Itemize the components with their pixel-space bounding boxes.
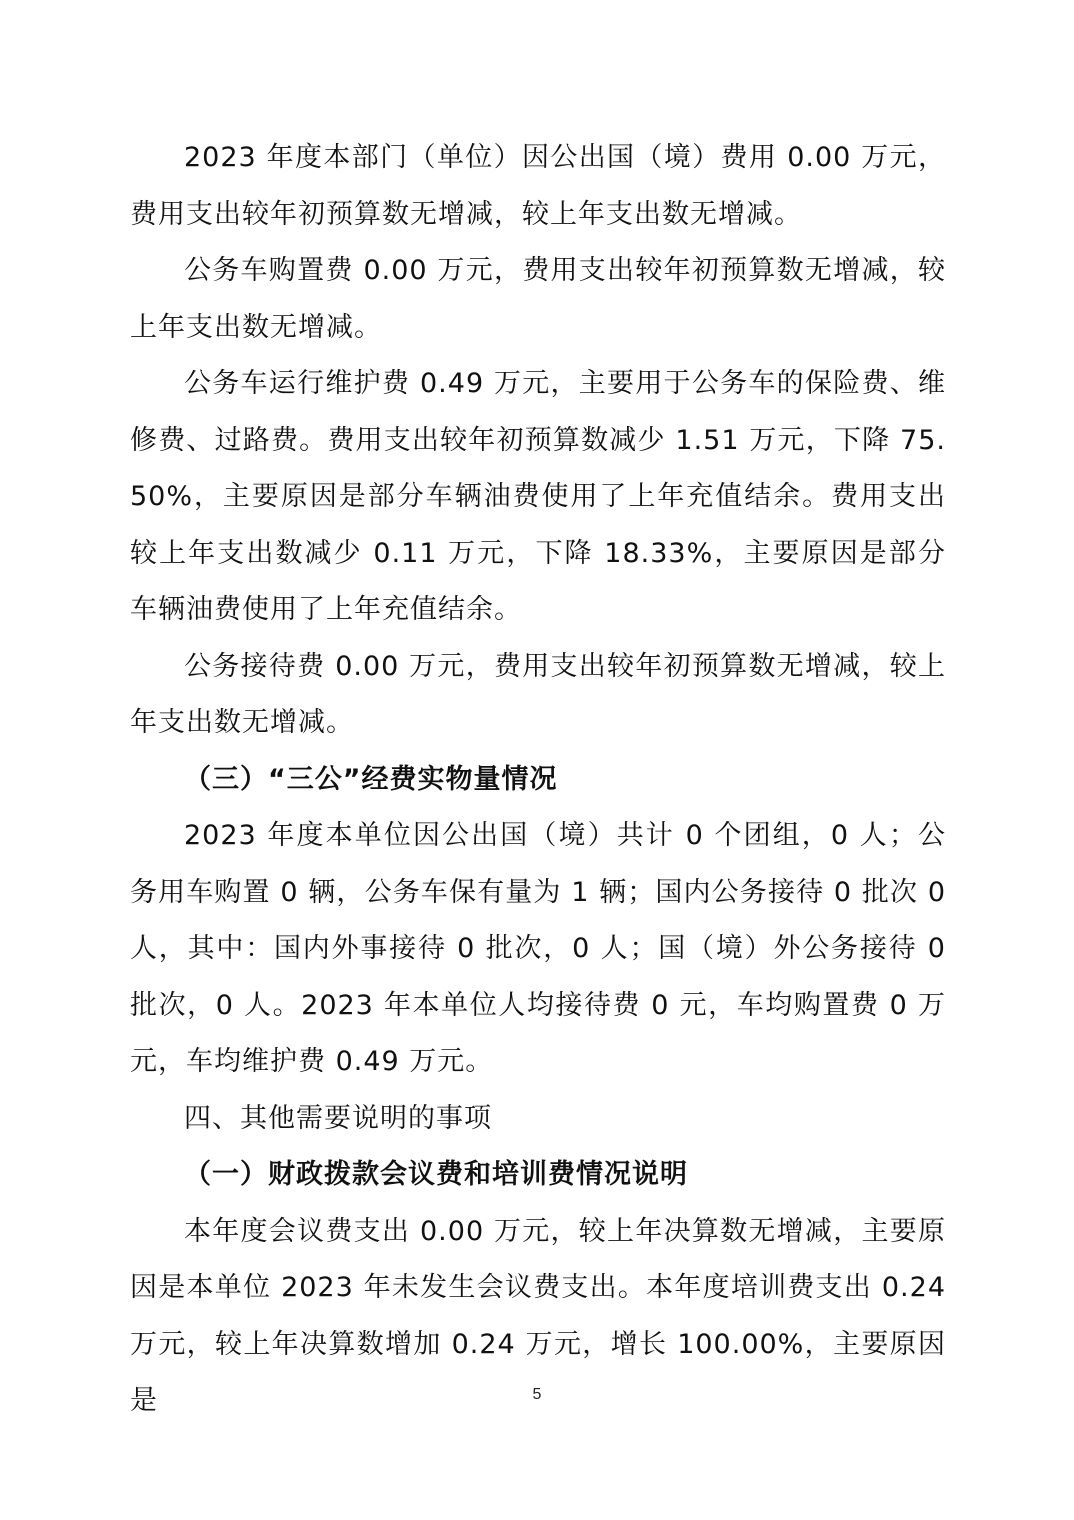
paragraph-vehicle-purchase: 公务车购置费 0.00 万元，费用支出较年初预算数无增减，较上年支出数无增减。 bbox=[130, 255, 946, 343]
heading-three-public-quantities: （三）“三公”经费实物量情况 bbox=[184, 763, 558, 795]
paragraph-meeting-training: 本年度会议费支出 0.00 万元，较上年决算数无增减，主要原因是本单位 2023 年未发生会议费支出。本年度培训费支出 0.24 万元，较上年决算数增加 0.24 万元，增长 100.00%，主要原因是 bbox=[130, 1215, 946, 1416]
paragraph-vehicle-maintenance: 公务车运行维护费 0.49 万元，主要用于公务车的保险费、维修费、过路费。费用支出较年初预算数减少 1.51 万元，下降 75.50%，主要原因是部分车辆油费使用了上年充值结余。费用支出较上年支出数减少 0.11 万元，下降 18.33%，主要原因是部分车辆油费使用了上年充值结余。 bbox=[130, 368, 946, 625]
document-body bbox=[130, 130, 946, 1430]
paragraph-reception: 公务接待费 0.00 万元，费用支出较年初预算数无增减，较上年支出数无增减。 bbox=[130, 650, 946, 738]
section-heading-other-matters: 四、其他需要说明的事项 bbox=[184, 1102, 492, 1134]
paragraph-outbound-travel: 2023 年度本部门（单位）因公出国（境）费用 0.00 万元，费用支出较年初预算数无增减，较上年支出数无增减。 bbox=[130, 142, 946, 230]
page-number: 5 bbox=[532, 1386, 542, 1403]
paragraph-quantities: 2023 年度本单位因公出国（境）共计 0 个团组，0 人；公务用车购置 0 辆，公务车保有量为 1 辆；国内公务接待 0 批次 0 人，其中：国内外事接待 0 批次，0 人；国（境）外公务接待 0 批次，0 人。2023 年本单位人均接待费 0 元，车均购置费 0 万元，车均维护费 0.49 万元。 bbox=[130, 820, 946, 1077]
heading-meeting-training: （一）财政拨款会议费和培训费情况说明 bbox=[184, 1159, 688, 1190]
